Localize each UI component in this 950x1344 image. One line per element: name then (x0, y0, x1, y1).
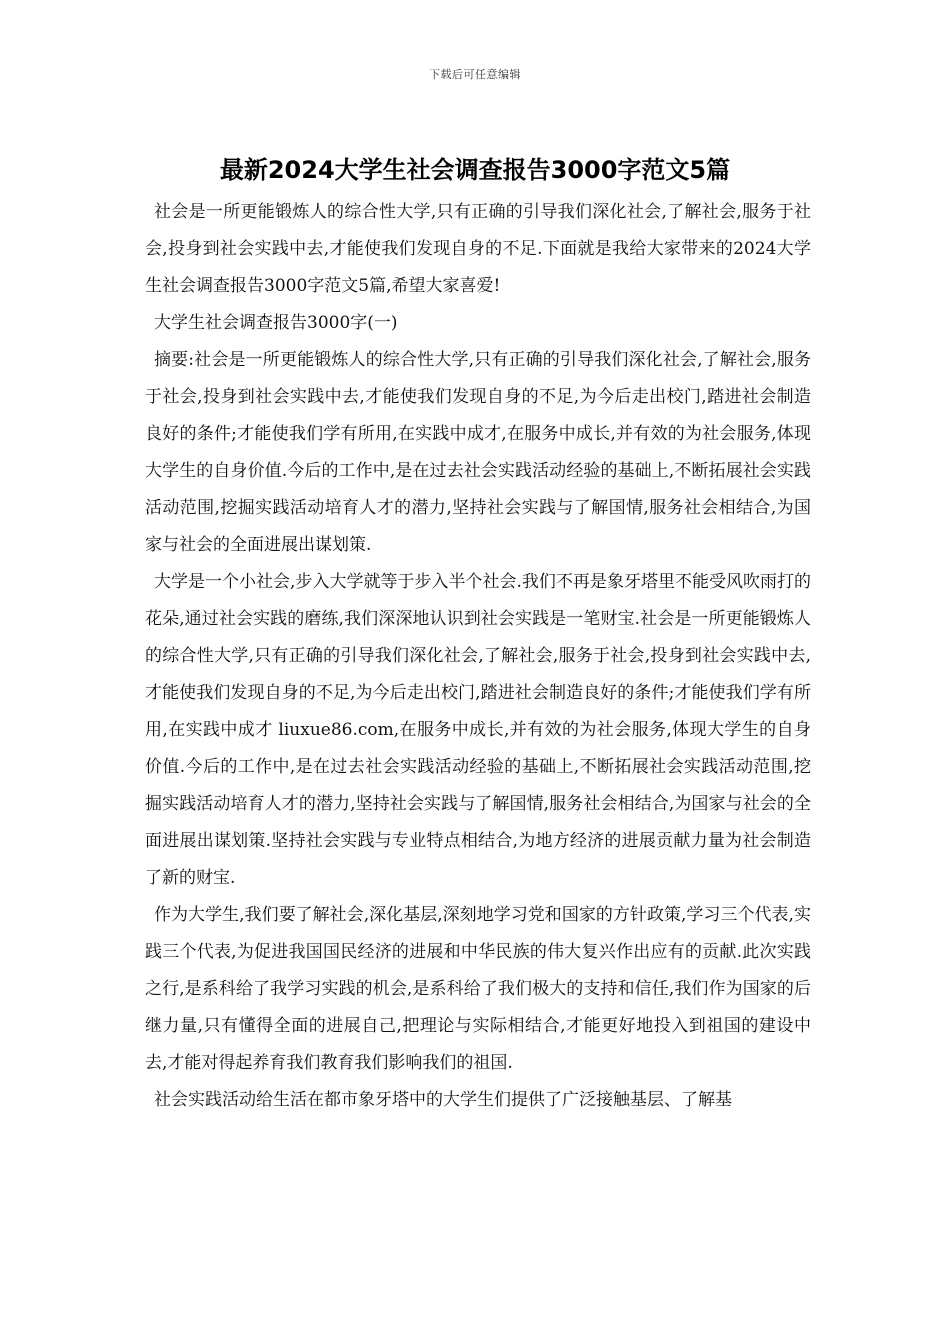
intro-paragraph: 社会是一所更能锻炼人的综合性大学,只有正确的引导我们深化社会,了解社会,服务于社会,投身到社会实践中去,才能使我们发现自身的不足.下面就是我给大家带来的2024大学生社会调查报告3000字范文5篇,希望大家喜爱! (145, 202, 811, 296)
section-heading: 大学生社会调查报告3000字(一) (154, 313, 398, 333)
document-title: 最新2024大学生社会调查报告3000字范文5篇 (219, 156, 731, 184)
body-paragraph: 大学是一个小社会,步入大学就等于步入半个社会.我们不再是象牙塔里不能受风吹雨打的花朵,通过社会实践的磨练,我们深深地认识到社会实践是一笔财宝.社会是一所更能锻炼人的综合性大学,只有正确的引导我们深化社会,了解社会,服务于社会,投身到社会实践中去,才能使我们发现自身的不足,为今后走出校门,踏进社会制造良好的条件;才能使我们学有所用,在实践中成才 liuxue86.com,在服务中成长,并有效的为社会服务,体现大学生的自身价值.今后的工作中,是在过去社会实践活动经验的基础上,不断拓展社会实践活动范围,挖掘实践活动培育人才的潜力,坚持社会实践与了解国情,服务社会相结合,为国家与社会的全面进展出谋划策.坚持社会实践与专业特点相结合,为地方经济的进展贡献力量为社会制造了新的财宝. (145, 572, 811, 888)
abstract-paragraph: 摘要:社会是一所更能锻炼人的综合性大学,只有正确的引导我们深化社会,了解社会,服务于社会,投身到社会实践中去,才能使我们发现自身的不足,为今后走出校门,踏进社会制造良好的条件;才能使我们学有所用,在实践中成才,在服务中成长,并有效的为社会服务,体现大学生的自身价值.今后的工作中,是在过去社会实践活动经验的基础上,不断拓展社会实践活动范围,挖掘实践活动培育人才的潜力,坚持社会实践与了解国情,服务社会相结合,为国家与社会的全面进展出谋划策. (145, 350, 811, 555)
document-body (145, 194, 811, 1119)
body-paragraph: 社会实践活动给生活在都市象牙塔中的大学生们提供了广泛接触基层、了解基 (154, 1090, 732, 1110)
body-paragraph: 作为大学生,我们要了解社会,深化基层,深刻地学习党和国家的方针政策,学习三个代表,实践三个代表,为促进我国国民经济的进展和中华民族的伟大复兴作出应有的贡献.此次实践之行,是系科给了我学习实践的机会,是系科给了我们极大的支持和信任,我们作为国家的后继力量,只有懂得全面的进展自己,把理论与实际相结合,才能更好地投入到祖国的建设中去,才能对得起养育我们教育我们影响我们的祖国. (145, 905, 811, 1073)
page-header-note: 下载后可任意编辑 (429, 68, 521, 81)
